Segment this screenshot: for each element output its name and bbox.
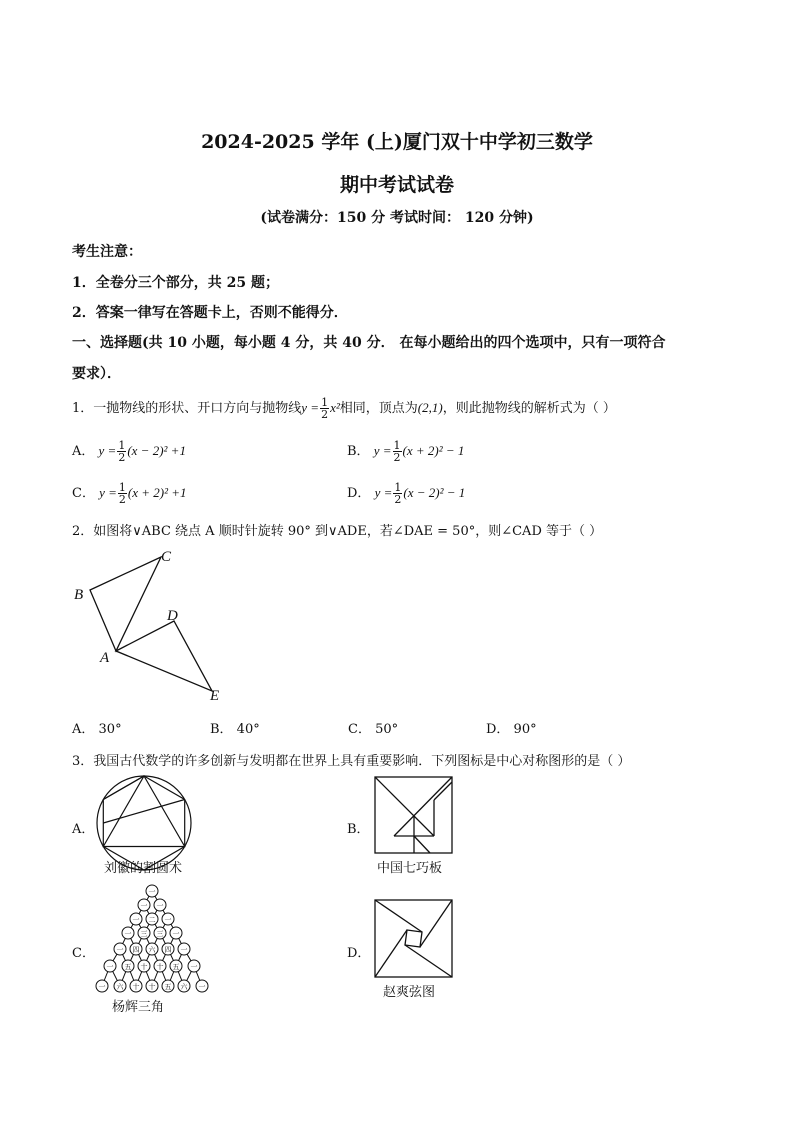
q2-option-a[interactable]: A． 30° bbox=[72, 722, 122, 737]
caption-c: 杨辉三角 bbox=[112, 1000, 165, 1015]
q1-option-c[interactable]: C． y = $\frac{1}{2}$ (x + 2)² +1 bbox=[72, 481, 187, 506]
svg-text:六: 六 bbox=[116, 983, 124, 991]
q1-given-pre: y = bbox=[301, 400, 320, 415]
question-2: 2．如图将∨ABC 绕点 A 顺时针旋转 90° 到∨ADE，若∠DAE = 50°，则∠CAD 等于（ ） bbox=[72, 524, 603, 539]
tangram-figure bbox=[374, 776, 454, 856]
question-3: 3．我国古代数学的许多创新与发明都在世界上具有重要影响．下列图标是中心对称图形的是（ ） bbox=[72, 754, 631, 769]
svg-text:一: 一 bbox=[132, 916, 140, 924]
exam-meta: (试卷满分：150 分 考试时间： 120 分钟) bbox=[260, 210, 534, 226]
q1-option-b[interactable]: B． y = $\frac{1}{2}$ (x + 2)² − 1 bbox=[347, 439, 465, 464]
q1-given-post: x² bbox=[330, 400, 340, 415]
q3-option-d[interactable]: D． bbox=[347, 946, 371, 961]
svg-text:一: 一 bbox=[140, 902, 148, 910]
svg-text:五: 五 bbox=[164, 983, 172, 991]
svg-text:五: 五 bbox=[172, 963, 180, 971]
svg-text:一: 一 bbox=[198, 983, 206, 991]
svg-text:一: 一 bbox=[124, 930, 132, 938]
q2-option-b[interactable]: B． 40° bbox=[210, 722, 260, 737]
svg-text:四: 四 bbox=[132, 946, 140, 954]
q1-text-c: ，则此抛物线的解析式为（ ） bbox=[442, 401, 616, 416]
q2-option-d[interactable]: D． 90° bbox=[486, 722, 537, 737]
q1-vertex: (2,1) bbox=[417, 400, 443, 415]
svg-text:一: 一 bbox=[164, 916, 172, 924]
svg-text:六: 六 bbox=[148, 946, 156, 954]
q1-text-a: 1．一抛物线的形状、开口方向与抛物线 bbox=[72, 401, 302, 416]
svg-text:一: 一 bbox=[148, 888, 156, 896]
label-e: E bbox=[210, 688, 220, 704]
svg-text:四: 四 bbox=[164, 946, 172, 954]
svg-text:十: 十 bbox=[132, 983, 140, 991]
page-subtitle: 期中考试试卷 bbox=[339, 174, 454, 196]
notice-item-2: 2．答案一律写在答题卡上，否则不能得分． bbox=[72, 305, 348, 321]
notice-heading: 考生注意： bbox=[72, 244, 142, 260]
svg-text:一: 一 bbox=[190, 963, 198, 971]
q1-given-frac: $\frac{1}{2}$ bbox=[321, 396, 329, 421]
svg-text:十: 十 bbox=[156, 963, 164, 971]
q1-option-a[interactable]: A． y = $\frac{1}{2}$ (x − 2)² +1 bbox=[72, 439, 186, 464]
section-heading: 一、选择题(共 10 小题，每小题 4 分，共 40 分． 在每小题给出的四个选项中，只有一项符合 bbox=[72, 335, 666, 351]
yanghui-triangle-figure bbox=[90, 882, 214, 994]
svg-text:一: 一 bbox=[116, 946, 124, 954]
svg-text:三: 三 bbox=[156, 930, 164, 938]
label-a: A bbox=[100, 650, 110, 666]
q3-option-b[interactable]: B． bbox=[347, 822, 370, 837]
triangle-abc bbox=[90, 557, 161, 651]
caption-a: 刘徽的割圆术 bbox=[104, 861, 183, 876]
label-b: B bbox=[74, 587, 84, 603]
svg-text:十: 十 bbox=[140, 963, 148, 971]
q3-option-c[interactable]: C． bbox=[72, 946, 95, 961]
zhaoshuang-figure bbox=[374, 899, 454, 979]
svg-text:十: 十 bbox=[148, 983, 156, 991]
page-title: 2024-2025 学年 (上)厦门双十中学初三数学 bbox=[201, 131, 593, 153]
label-c: C bbox=[161, 549, 172, 565]
q1-option-d[interactable]: D． y = $\frac{1}{2}$ (x − 2)² − 1 bbox=[347, 481, 466, 506]
notice-item-1: 1．全卷分三个部分，共 25 题； bbox=[72, 275, 279, 291]
q2-rotation-figure bbox=[70, 545, 240, 705]
question-1 bbox=[72, 397, 616, 420]
section-heading-cont: 要求）． bbox=[72, 366, 121, 382]
svg-text:一: 一 bbox=[98, 983, 106, 991]
svg-text:三: 三 bbox=[140, 930, 148, 938]
q1-text-b: 相同，顶点为 bbox=[339, 401, 418, 416]
label-d: D bbox=[167, 608, 178, 624]
svg-text:五: 五 bbox=[124, 963, 132, 971]
svg-text:一: 一 bbox=[156, 902, 164, 910]
caption-b: 中国七巧板 bbox=[377, 861, 443, 876]
svg-text:一: 一 bbox=[106, 963, 114, 971]
q3-option-a[interactable]: A． bbox=[72, 822, 95, 837]
svg-text:二: 二 bbox=[148, 916, 156, 924]
q2-option-c[interactable]: C． 50° bbox=[348, 722, 399, 737]
svg-text:一: 一 bbox=[172, 930, 180, 938]
triangle-ade bbox=[116, 621, 212, 691]
svg-text:一: 一 bbox=[180, 946, 188, 954]
svg-text:六: 六 bbox=[180, 983, 188, 991]
caption-d: 赵爽弦图 bbox=[383, 985, 436, 1000]
